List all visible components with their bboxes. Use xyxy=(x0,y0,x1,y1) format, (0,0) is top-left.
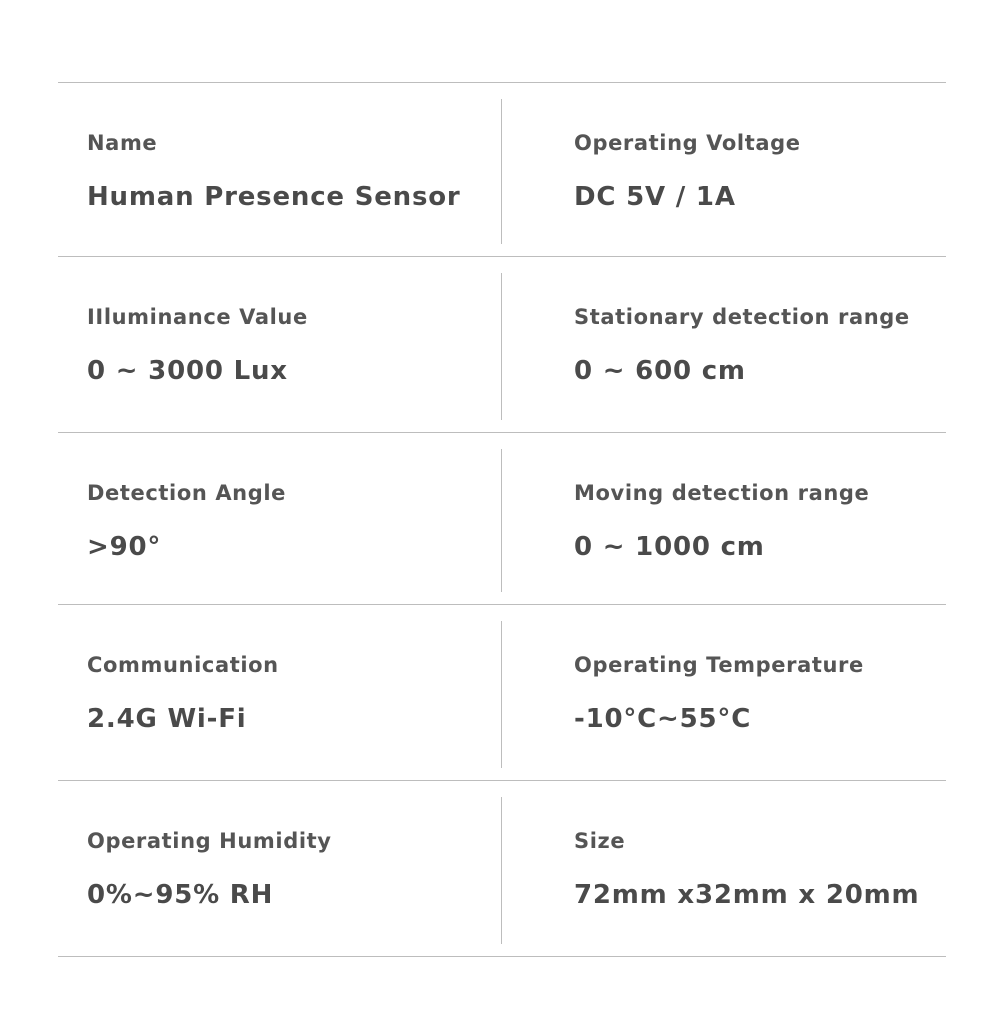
spec-label: Operating Voltage xyxy=(574,131,801,155)
spec-value: 0 ~ 600 cm xyxy=(574,356,746,386)
spec-value: >90° xyxy=(87,532,162,562)
column-divider xyxy=(501,449,502,592)
spec-row xyxy=(58,781,946,957)
spec-label: Communication xyxy=(87,653,279,677)
spec-row xyxy=(58,257,946,433)
spec-value: 72mm x32mm x 20mm xyxy=(574,880,920,910)
spec-label: Name xyxy=(87,131,158,155)
spec-value: DC 5V / 1A xyxy=(574,182,736,212)
spec-value: 0 ~ 1000 cm xyxy=(574,532,765,562)
column-divider xyxy=(501,99,502,244)
column-divider xyxy=(501,273,502,420)
spec-label: Operating Humidity xyxy=(87,829,332,853)
spec-value: 2.4G Wi-Fi xyxy=(87,704,247,734)
spec-label: Moving detection range xyxy=(574,481,870,505)
spec-table xyxy=(58,82,946,957)
spec-label: Stationary detection range xyxy=(574,305,910,329)
spec-value: Human Presence Sensor xyxy=(87,182,461,212)
spec-value: -10°C~55°C xyxy=(574,704,752,734)
spec-label: Size xyxy=(574,829,626,853)
column-divider xyxy=(501,621,502,768)
spec-row xyxy=(58,605,946,781)
spec-value: 0 ~ 3000 Lux xyxy=(87,356,288,386)
spec-label: Operating Temperature xyxy=(574,653,864,677)
spec-label: Detection Angle xyxy=(87,481,287,505)
spec-row xyxy=(58,83,946,257)
spec-row xyxy=(58,433,946,605)
spec-label: IIluminance Value xyxy=(87,305,308,329)
column-divider xyxy=(501,797,502,944)
spec-value: 0%~95% RH xyxy=(87,880,274,910)
